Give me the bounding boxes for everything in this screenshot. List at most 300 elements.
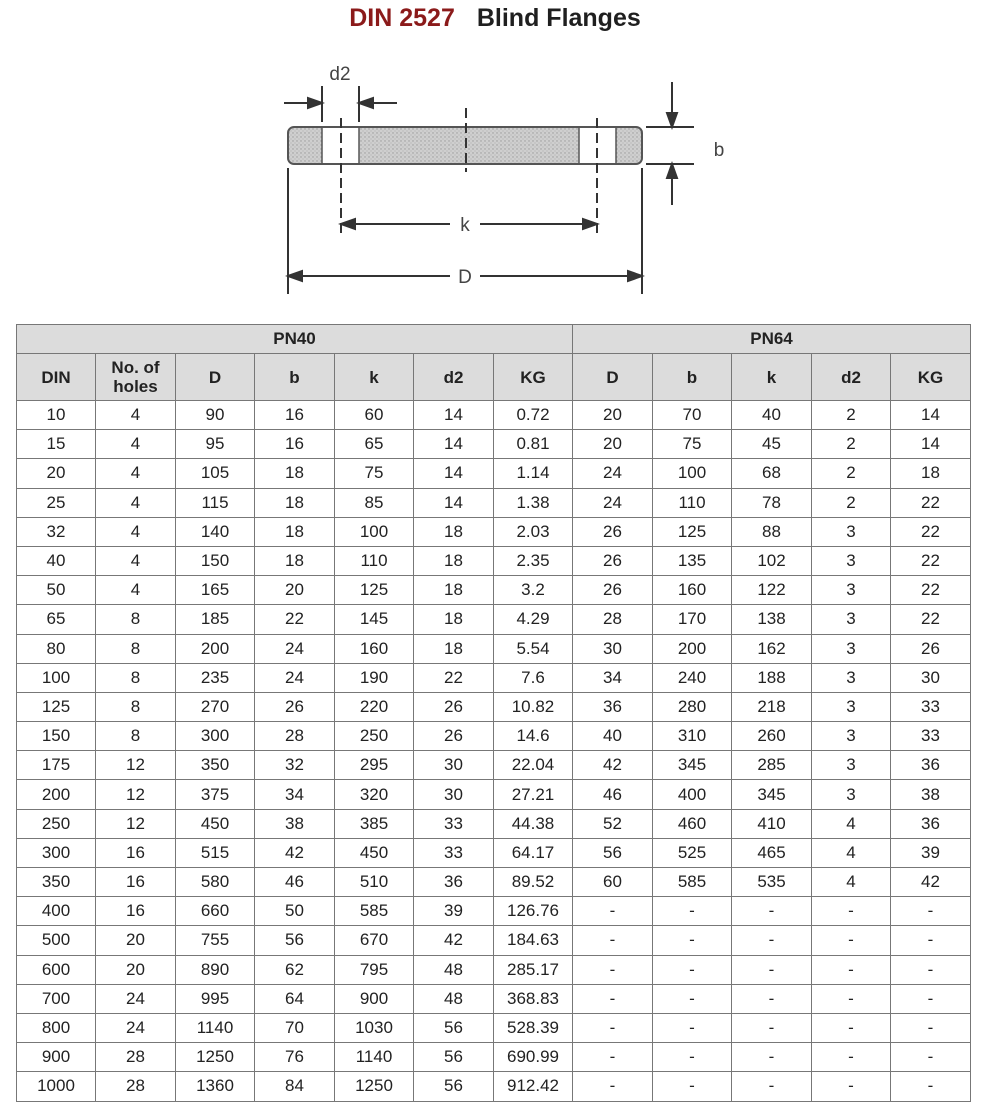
table-cell: - (891, 1013, 971, 1042)
column-header: No. of holes (96, 354, 176, 401)
table-cell: 16 (96, 868, 176, 897)
table-cell: 900 (17, 1043, 96, 1072)
table-cell: 270 (176, 692, 255, 721)
table-cell: 185 (176, 605, 255, 634)
table-cell: 30 (573, 634, 653, 663)
table-cell: 42 (891, 868, 971, 897)
table-cell: 15 (17, 430, 96, 459)
table-cell: 460 (653, 809, 732, 838)
table-cell: 3 (812, 780, 891, 809)
table-cell: 912.42 (494, 1072, 573, 1101)
column-header: KG (494, 354, 573, 401)
table-cell: 465 (732, 838, 812, 867)
product-name: Blind Flanges (476, 4, 641, 32)
table-row (17, 838, 971, 867)
table-row (17, 401, 971, 430)
table-cell: 22 (891, 546, 971, 575)
table-cell: 18 (255, 488, 335, 517)
table-cell: 200 (17, 780, 96, 809)
table-cell: 525 (653, 838, 732, 867)
table-cell: 60 (335, 401, 414, 430)
table-cell: 22 (891, 605, 971, 634)
table-cell: 14.6 (494, 722, 573, 751)
table-cell: - (732, 984, 812, 1013)
table-cell: 22 (891, 488, 971, 517)
table-cell: 510 (335, 868, 414, 897)
table-cell: 20 (255, 576, 335, 605)
table-cell: 50 (17, 576, 96, 605)
table-cell: 220 (335, 692, 414, 721)
table-cell: 33 (891, 722, 971, 751)
table-cell: 160 (335, 634, 414, 663)
table-cell: - (573, 1043, 653, 1072)
table-cell: 295 (335, 751, 414, 780)
table-cell: - (891, 1043, 971, 1072)
table-cell: 115 (176, 488, 255, 517)
table-cell: 46 (573, 780, 653, 809)
table-cell: 2 (812, 488, 891, 517)
table-cell: - (812, 1072, 891, 1101)
table-cell: - (573, 897, 653, 926)
table-cell: 890 (176, 955, 255, 984)
table-row (17, 459, 971, 488)
table-cell: 2.03 (494, 517, 573, 546)
table-cell: 89.52 (494, 868, 573, 897)
table-cell: 70 (653, 401, 732, 430)
table-cell: 26 (414, 722, 494, 751)
table-cell: 14 (414, 488, 494, 517)
table-cell: 12 (96, 780, 176, 809)
table-cell: 375 (176, 780, 255, 809)
table-cell: 350 (17, 868, 96, 897)
table-cell: 8 (96, 634, 176, 663)
table-cell: 24 (255, 663, 335, 692)
table-row (17, 488, 971, 517)
table-cell: - (732, 897, 812, 926)
column-header: D (176, 354, 255, 401)
table-row (17, 1043, 971, 1072)
table-cell: 900 (335, 984, 414, 1013)
table-cell: 4.29 (494, 605, 573, 634)
table-cell: 4 (96, 459, 176, 488)
table-cell: - (891, 1072, 971, 1101)
table-cell: 1250 (335, 1072, 414, 1101)
table-cell: 33 (414, 809, 494, 838)
table-cell: 25 (17, 488, 96, 517)
table-cell: 14 (414, 459, 494, 488)
table-cell: 535 (732, 868, 812, 897)
table-cell: 125 (653, 517, 732, 546)
table-cell: 18 (891, 459, 971, 488)
table-cell: - (732, 926, 812, 955)
table-cell: - (573, 955, 653, 984)
table-cell: 4 (96, 488, 176, 517)
table-cell: 0.81 (494, 430, 573, 459)
table-cell: 690.99 (494, 1043, 573, 1072)
table-row (17, 430, 971, 459)
table-cell: 345 (732, 780, 812, 809)
table-cell: - (891, 984, 971, 1013)
table-cell: - (891, 926, 971, 955)
table-cell: 42 (255, 838, 335, 867)
table-cell: - (653, 955, 732, 984)
flange-drawing (0, 0, 990, 310)
table-cell: 800 (17, 1013, 96, 1042)
table-cell: 34 (255, 780, 335, 809)
table-cell: 580 (176, 868, 255, 897)
table-cell: 45 (732, 430, 812, 459)
table-cell: 20 (96, 926, 176, 955)
column-header: k (335, 354, 414, 401)
table-cell: 4 (96, 430, 176, 459)
table-cell: 200 (653, 634, 732, 663)
table-cell: 24 (96, 984, 176, 1013)
table-cell: 385 (335, 809, 414, 838)
table-cell: 40 (732, 401, 812, 430)
table-cell: 26 (891, 634, 971, 663)
table-cell: 175 (17, 751, 96, 780)
table-cell: 3 (812, 634, 891, 663)
table-cell: 260 (732, 722, 812, 751)
table-cell: 12 (96, 751, 176, 780)
table-cell: 80 (17, 634, 96, 663)
table-cell: 285 (732, 751, 812, 780)
table-cell: 125 (17, 692, 96, 721)
column-header: DIN (17, 354, 96, 401)
table-cell: 995 (176, 984, 255, 1013)
b-dimension (646, 82, 694, 205)
table-cell: 36 (414, 868, 494, 897)
table-cell: 122 (732, 576, 812, 605)
table-cell: 18 (414, 517, 494, 546)
table-cell: 28 (255, 722, 335, 751)
table-cell: 64.17 (494, 838, 573, 867)
table-cell: 300 (176, 722, 255, 751)
table-cell: 755 (176, 926, 255, 955)
table-cell: 190 (335, 663, 414, 692)
table-row (17, 955, 971, 984)
table-cell: 34 (573, 663, 653, 692)
table-cell: 26 (255, 692, 335, 721)
table-cell: 26 (573, 517, 653, 546)
table-cell: - (653, 897, 732, 926)
standard-code: DIN 2527 (349, 4, 455, 32)
table-row (17, 780, 971, 809)
column-header: b (255, 354, 335, 401)
table-cell: 3 (812, 576, 891, 605)
table-cell: 33 (414, 838, 494, 867)
table-cell: 515 (176, 838, 255, 867)
column-header-row (17, 354, 971, 401)
table-cell: - (812, 984, 891, 1013)
table-cell: 0.72 (494, 401, 573, 430)
table-cell: - (573, 1072, 653, 1101)
table-cell: 600 (17, 955, 96, 984)
table-cell: - (573, 1013, 653, 1042)
table-cell: 1140 (176, 1013, 255, 1042)
group-header-pn64: PN64 (573, 325, 971, 354)
table-cell: 22 (255, 605, 335, 634)
table-cell: 84 (255, 1072, 335, 1101)
table-cell: 30 (414, 751, 494, 780)
table-cell: 42 (573, 751, 653, 780)
k-label: k (460, 215, 470, 236)
table-cell: 75 (653, 430, 732, 459)
table-cell: 36 (573, 692, 653, 721)
table-cell: 4 (96, 517, 176, 546)
table-cell: 1.14 (494, 459, 573, 488)
table-cell: 24 (96, 1013, 176, 1042)
table-cell: 36 (891, 809, 971, 838)
table-cell: 7.6 (494, 663, 573, 692)
table-cell: 56 (573, 838, 653, 867)
table-cell: 14 (891, 401, 971, 430)
table-cell: 135 (653, 546, 732, 575)
table-cell: 795 (335, 955, 414, 984)
table-cell: 126.76 (494, 897, 573, 926)
table-cell: 56 (255, 926, 335, 955)
table-body (17, 401, 971, 1102)
table-cell: 200 (176, 634, 255, 663)
table-cell: 62 (255, 955, 335, 984)
table-cell: 3 (812, 546, 891, 575)
table-cell: - (573, 926, 653, 955)
table-cell: 78 (732, 488, 812, 517)
table-cell: 400 (17, 897, 96, 926)
table-cell: 20 (17, 459, 96, 488)
table-cell: 56 (414, 1072, 494, 1101)
table-cell: 22.04 (494, 751, 573, 780)
table-row (17, 809, 971, 838)
table-cell: 8 (96, 605, 176, 634)
table-cell: 95 (176, 430, 255, 459)
table-cell: 3 (812, 517, 891, 546)
table-cell: 8 (96, 663, 176, 692)
group-header-pn40: PN40 (17, 325, 573, 354)
table-cell: 18 (255, 517, 335, 546)
table-cell: 125 (335, 576, 414, 605)
table-cell: 14 (414, 430, 494, 459)
table-cell: 28 (96, 1072, 176, 1101)
table-cell: 26 (573, 546, 653, 575)
table-cell: 64 (255, 984, 335, 1013)
table-cell: - (732, 1013, 812, 1042)
table-cell: 52 (573, 809, 653, 838)
table-cell: 46 (255, 868, 335, 897)
table-cell: 68 (732, 459, 812, 488)
table-cell: 16 (96, 838, 176, 867)
table-cell: 85 (335, 488, 414, 517)
table-cell: 1.38 (494, 488, 573, 517)
table-row (17, 517, 971, 546)
table-cell: 70 (255, 1013, 335, 1042)
table-cell: 4 (96, 401, 176, 430)
table-cell: 38 (255, 809, 335, 838)
table-cell: 700 (17, 984, 96, 1013)
table-cell: 90 (176, 401, 255, 430)
table-cell: 350 (176, 751, 255, 780)
table-cell: - (812, 926, 891, 955)
table-cell: 3.2 (494, 576, 573, 605)
table-cell: 2.35 (494, 546, 573, 575)
table-cell: 33 (891, 692, 971, 721)
table-cell: 24 (573, 488, 653, 517)
table-row (17, 546, 971, 575)
table-cell: - (812, 1043, 891, 1072)
table-cell: 310 (653, 722, 732, 751)
table-cell: - (812, 955, 891, 984)
table-cell: 150 (176, 546, 255, 575)
table-cell: 165 (176, 576, 255, 605)
table-cell: 44.38 (494, 809, 573, 838)
table-cell: 450 (176, 809, 255, 838)
table-cell: 39 (891, 838, 971, 867)
column-header: D (573, 354, 653, 401)
table-row (17, 751, 971, 780)
table-row (17, 1013, 971, 1042)
table-cell: 27.21 (494, 780, 573, 809)
table-cell: 250 (335, 722, 414, 751)
table-cell: 18 (414, 546, 494, 575)
table-cell: 1360 (176, 1072, 255, 1101)
table-cell: - (653, 1013, 732, 1042)
column-header: KG (891, 354, 971, 401)
table-cell: 4 (96, 576, 176, 605)
table-cell: 110 (335, 546, 414, 575)
table-cell: 28 (573, 605, 653, 634)
table-cell: 50 (255, 897, 335, 926)
table-cell: 450 (335, 838, 414, 867)
table-cell: 18 (414, 576, 494, 605)
table-cell: 5.54 (494, 634, 573, 663)
table-cell: 100 (17, 663, 96, 692)
table-row (17, 634, 971, 663)
table-row (17, 605, 971, 634)
table-cell: 1000 (17, 1072, 96, 1101)
table-cell: 42 (414, 926, 494, 955)
table-row (17, 984, 971, 1013)
table-cell: 105 (176, 459, 255, 488)
table-cell: 65 (335, 430, 414, 459)
group-header-row (17, 325, 971, 354)
table-cell: - (812, 1013, 891, 1042)
table-cell: 28 (96, 1043, 176, 1072)
table-cell: 56 (414, 1013, 494, 1042)
table-cell: 2 (812, 459, 891, 488)
table-cell: - (573, 984, 653, 1013)
table-cell: 2 (812, 430, 891, 459)
table-cell: 3 (812, 605, 891, 634)
table-cell: - (891, 955, 971, 984)
table-cell: 18 (255, 546, 335, 575)
table-cell: 40 (573, 722, 653, 751)
table-row (17, 926, 971, 955)
table-row (17, 868, 971, 897)
table-cell: 528.39 (494, 1013, 573, 1042)
table-cell: 145 (335, 605, 414, 634)
table-cell: 32 (17, 517, 96, 546)
table-cell: 18 (255, 459, 335, 488)
table-cell: 48 (414, 984, 494, 1013)
table-cell: 1140 (335, 1043, 414, 1072)
table-cell: 138 (732, 605, 812, 634)
column-header: d2 (812, 354, 891, 401)
table-cell: 240 (653, 663, 732, 692)
table-cell: - (653, 984, 732, 1013)
table-cell: 18 (414, 634, 494, 663)
b-label: b (713, 140, 725, 161)
table-cell: - (653, 926, 732, 955)
table-cell: 40 (17, 546, 96, 575)
table-cell: - (732, 1072, 812, 1101)
table-cell: 24 (255, 634, 335, 663)
table-cell: 150 (17, 722, 96, 751)
table-cell: 585 (653, 868, 732, 897)
table-cell: 3 (812, 663, 891, 692)
table-cell: 160 (653, 576, 732, 605)
table-cell: 20 (573, 430, 653, 459)
table-cell: - (812, 897, 891, 926)
flange-dimensions-table (16, 324, 971, 1102)
table-cell: 65 (17, 605, 96, 634)
table-cell: 18 (414, 605, 494, 634)
table-cell: 585 (335, 897, 414, 926)
table-row (17, 897, 971, 926)
table-cell: 188 (732, 663, 812, 692)
table-cell: 285.17 (494, 955, 573, 984)
table-row (17, 1072, 971, 1101)
table-cell: 39 (414, 897, 494, 926)
table-cell: 3 (812, 751, 891, 780)
table-cell: 280 (653, 692, 732, 721)
table-cell: - (891, 897, 971, 926)
table-cell: 14 (414, 401, 494, 430)
table-cell: 218 (732, 692, 812, 721)
table-row (17, 692, 971, 721)
table-cell: 170 (653, 605, 732, 634)
table-cell: 8 (96, 692, 176, 721)
table-cell: 4 (812, 838, 891, 867)
table-cell: 48 (414, 955, 494, 984)
table-cell: 10.82 (494, 692, 573, 721)
table-cell: 2 (812, 401, 891, 430)
table-cell: 26 (573, 576, 653, 605)
table-cell: 1030 (335, 1013, 414, 1042)
table-row (17, 722, 971, 751)
table-cell: 235 (176, 663, 255, 692)
table-cell: 670 (335, 926, 414, 955)
table-cell: 12 (96, 809, 176, 838)
table-cell: 400 (653, 780, 732, 809)
table-row (17, 576, 971, 605)
table-cell: 56 (414, 1043, 494, 1072)
table-cell: 24 (573, 459, 653, 488)
table-cell: 76 (255, 1043, 335, 1072)
table-cell: 184.63 (494, 926, 573, 955)
table-cell: 16 (255, 401, 335, 430)
table-cell: 1250 (176, 1043, 255, 1072)
table-cell: 660 (176, 897, 255, 926)
table-cell: 30 (414, 780, 494, 809)
table-cell: 32 (255, 751, 335, 780)
table-cell: - (653, 1072, 732, 1101)
column-header: d2 (414, 354, 494, 401)
table-cell: 38 (891, 780, 971, 809)
table-cell: 345 (653, 751, 732, 780)
column-header: k (732, 354, 812, 401)
table-cell: 16 (255, 430, 335, 459)
table-cell: - (732, 1043, 812, 1072)
